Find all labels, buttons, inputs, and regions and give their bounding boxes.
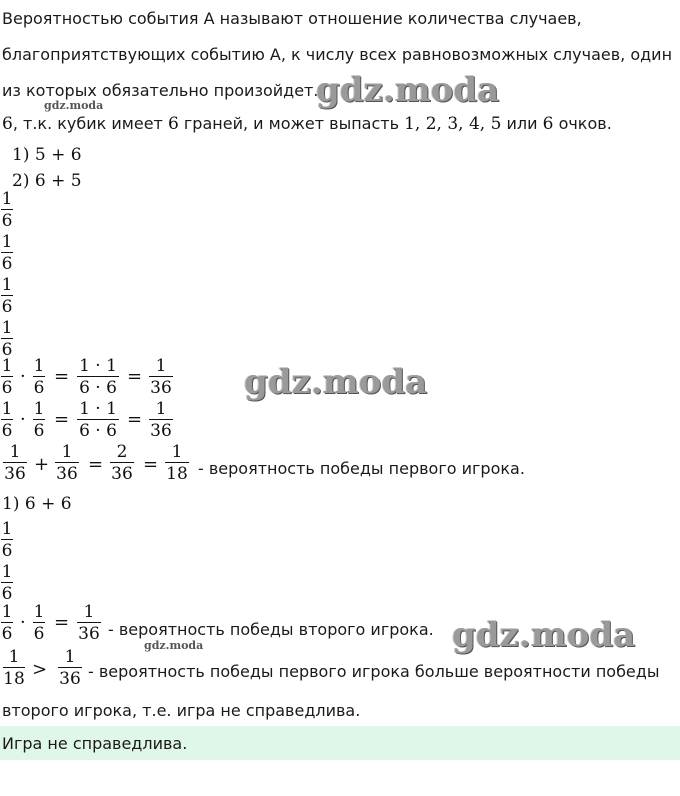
sum-eq-1: =: [88, 454, 104, 475]
prod2-frac-d: 1 36: [150, 399, 172, 441]
fraction-1-6-e: 1 6: [1, 519, 13, 561]
prod2-frac-a: 1 6: [1, 399, 13, 441]
cube-six-end: 6: [542, 114, 554, 134]
watermark-bottom: gdz.moda: [452, 615, 636, 655]
prod2-dot: ·: [20, 409, 26, 430]
second-frac-b: 1 6: [33, 602, 45, 644]
prod2-eq-1: =: [54, 409, 70, 430]
sum-plus: +: [34, 454, 50, 475]
cube-values: 1, 2, 3, 4, 5: [404, 114, 502, 134]
second-dot: ·: [20, 612, 26, 633]
second-frac-c: 1 36: [78, 602, 100, 644]
cube-text-or: или: [506, 114, 538, 133]
prod1-frac-d: 1 36: [150, 356, 172, 398]
prod1-eq-1: =: [54, 366, 70, 387]
definition-line-2: благоприятствующих событию А, к числу всех равновозможных случаев, один: [2, 45, 673, 64]
prod1-frac-c: 1 · 1 6 · 6: [77, 357, 119, 397]
prod1-eq-2: =: [127, 366, 143, 387]
compare-gt: >: [32, 659, 48, 680]
fraction-1-6-d: 1 6: [1, 318, 13, 360]
definition-line-1: Вероятностью события А называют отношение количества случаев,: [2, 9, 582, 28]
second-player-probability-text: - вероятность победы второго игрока.: [108, 620, 434, 639]
prod2-frac-c: 1 · 1 6 · 6: [77, 400, 119, 440]
cube-text-end: очков.: [558, 114, 612, 133]
prod2-eq-2: =: [127, 409, 143, 430]
first-player-probability-text: - вероятность победы первого игрока.: [198, 459, 525, 478]
prod1-dot: ·: [20, 366, 26, 387]
prod1-frac-b: 1 6: [33, 356, 45, 398]
definition-line-3: из которых обязательно произойдет.: [2, 81, 319, 100]
cube-sentence: [2, 114, 612, 134]
watermark-middle: gdz.moda: [244, 362, 428, 402]
cube-six: 6: [2, 114, 13, 134]
cube-text-1: , т.к. кубик имеет: [12, 114, 163, 133]
fraction-1-6-c: 1 6: [1, 275, 13, 317]
watermark-top-small: gdz.moda: [44, 99, 104, 112]
compare-frac-a: 1 18: [3, 647, 25, 689]
fraction-1-6-f: 1 6: [1, 562, 13, 604]
watermark-bottom-small: gdz.moda: [144, 639, 204, 652]
sum-frac-a: 1 36: [4, 442, 26, 484]
sum-frac-d: 1 18: [166, 442, 188, 484]
case-2: 2) 6 + 5: [12, 171, 82, 191]
comparison-text-line-2: второго игрока, т.е. игра не справедлива.: [2, 701, 361, 720]
case-1: 1) 5 + 6: [12, 145, 82, 165]
compare-frac-b: 1 36: [59, 647, 81, 689]
watermark-top: gdz.moda: [316, 70, 500, 110]
fraction-1-6-a: 1 6: [1, 189, 13, 231]
sum-eq-2: =: [143, 454, 159, 475]
answer-text: Игра не справедлива.: [2, 734, 188, 753]
cube-text-2: граней, и может выпасть: [183, 114, 400, 133]
case-3: 1) 6 + 6: [2, 494, 72, 514]
cube-faces: 6: [167, 114, 179, 134]
sum-frac-c: 2 36: [111, 442, 133, 484]
second-frac-a: 1 6: [1, 602, 13, 644]
second-eq: =: [54, 612, 70, 633]
fraction-1-6-b: 1 6: [1, 232, 13, 274]
prod1-frac-a: 1 6: [1, 356, 13, 398]
sum-frac-b: 1 36: [56, 442, 78, 484]
comparison-text-line-1: - вероятность победы первого игрока больше вероятности победы: [88, 662, 660, 681]
answer-box: [0, 726, 680, 760]
prod2-frac-b: 1 6: [33, 399, 45, 441]
